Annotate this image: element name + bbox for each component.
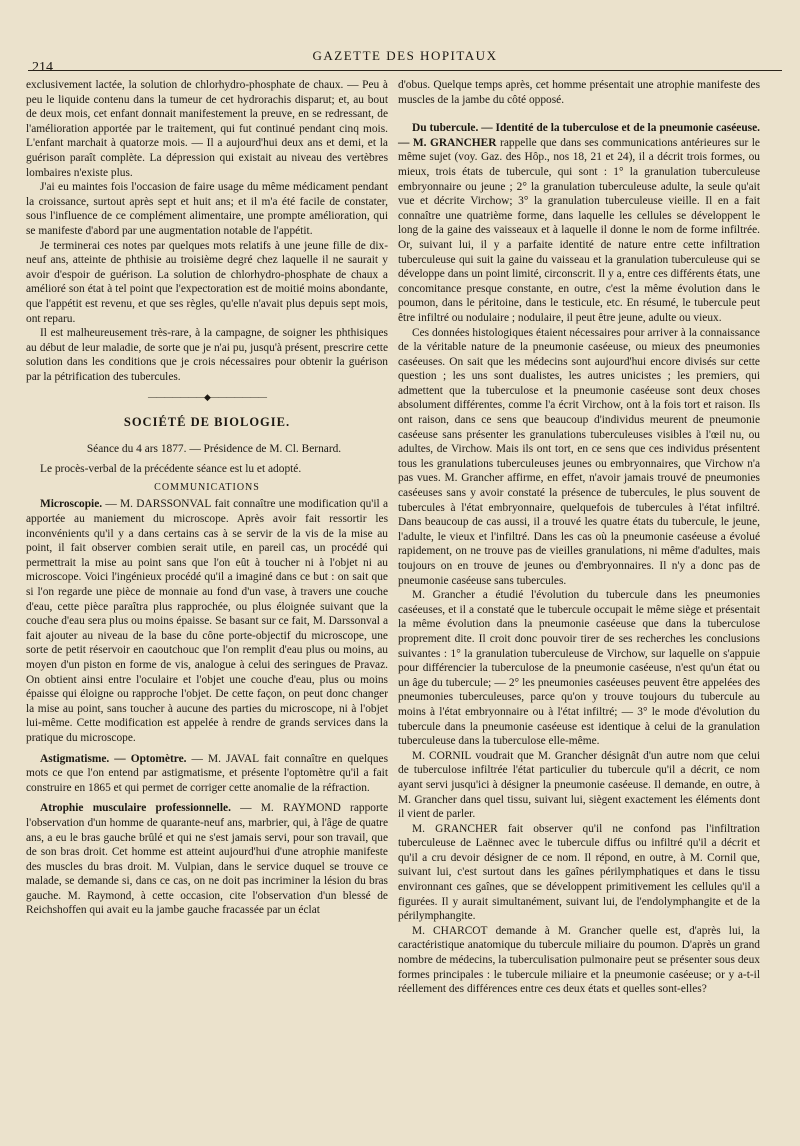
- ornament-divider: ———————◆———————: [148, 392, 266, 403]
- right-column: [398, 78, 760, 997]
- article-heading: Du tubercule. — Identité de la tuberculose et de la pneumonie caséeuse.: [412, 122, 760, 135]
- article-text: rapporte l'observation d'un homme de quarante-neuf ans, marbrier, qui, à l'âge de quatre ans, a eu le bras gauche brûlé et qui ne s'est jamais servi, pour son travail, que de son bras droit. Cet homme est atteint aujourd'hui d'une atrophie manifeste des muscles du bras droit. M. Vulpian, dans le service duquel se trouve ce malade, se demande si, dans ce cas, on ne doit pas incriminer la lésion du bras gauche. M. Raymond, à cette occasion, cite l'observation d'un blessé de Reichshoffen qui avait eu la jambe gauche fracassée par un éclat: [26, 802, 388, 917]
- section-title: SOCIÉTÉ DE BIOLOGIE.: [123, 415, 291, 430]
- journal-title: GAZETTE DES HOPITAUX: [312, 48, 498, 63]
- page-header: [28, 46, 782, 75]
- paragraph-charcot: [398, 924, 760, 997]
- paragraph: M. Grancher a étudié l'évolution du tubercule dans les pneumonies caséeuses, et il a constaté que le tubercule occupait le même siège et présentait la même évolution dans la pneumonie caséeuse que dans la tuberculose proprement dite. Il croit donc pouvoir tirer de ses recherches les conclusions suivantes : 1° la granulation tuberculeuse de Virchow, sur laquelle on s'appuie pour différencier la tuberculose de la pneumonie caséeuse, n'est qu'un état ou un âge du tubercule; — 2° les pneumonies caséeuses peuvent être appelées des pneumonies tuberculeuses, parce qu'on y trouve toujours du tubercule au moins à l'état embryonnaire ou à l'état infiltré; — 3° le mode d'évolution du tubercule dans la pneumonie caséeuse est identique à celui de la granulation tuberculeuse dans la tuberculose elle-même.: [398, 589, 760, 748]
- paragraph-cornil: [398, 749, 760, 822]
- author-name: M. JAVAL: [207, 752, 260, 765]
- article-atrophie: Atrophie musculaire professionnelle. — M. RAYMOND rapporte l'observation d'un homme de quarante-neuf ans, marbrier, qui, à l'âge de quatre ans, a eu le bras gauche brûlé et qui ne s'est jamais servi, pour son travail, que de son bras droit. Cet homme est atteint aujourd'hui d'une atrophie manifeste des muscles du bras droit. M. Vulpian, dans le service duquel se trouve ce malade, se demande si, dans ce cas, on ne doit pas incriminer la lésion du bras gauche. M. Raymond, à cette occasion, cite l'observation d'un blessé de Reichshoffen qui avait eu la jambe gauche fracassée par un éclat: [26, 802, 388, 917]
- author-name: M. RAYMOND: [260, 802, 341, 815]
- paragraph: Je terminerai ces notes par quelques mots relatifs à une jeune fille de dix-neuf ans, atteinte de phthisie au troisième degré chez laquelle il ne saurait y avoir d'espoir de guérison. La solution de chlorhydro-phosphate de chaux a amélioré son état à tel point que l'expectoration est de moitié moins abondante, que l'appétit est revenu, et que ses règles, qu'elle n'avait plus depuis sept mois, ont reparu.: [26, 239, 388, 325]
- article-text: fait connaître une modification qu'il a apportée au maniement du microscope. Après avoir fait ressortir les inconvénients qu'il y a dans certains cas à se servir de la vis de la mise au point, il fait observer combien serait utile, en pareil cas, un procédé qui permettrait la mise au point sans que l'on eût à toucher ni à l'objet ni au microscope. Voici l'ingénieux procédé qu'il a imaginé dans ce but : on sait que si l'on regarde une pièce de monnaie au fond d'un vase, à travers une couche d'eau, cette pièce paraîtra plus rapprochée, ou plus éloignée suivant que la couche d'eau sera plus ou moins épaisse. Se basant sur ce fait, M. Darssonval a fait ajouter au niveau de la base du cône porte-objectif du microscope, une sorte de petit réservoir en caoutchouc que l'on remplit d'eau plus ou moins, au moyen d'un piston en forme de vis, analogue à celui des seringues de Pravaz. On obtient ainsi entre l'oculaire et l'objet une couche d'eau, plus ou moins épaisse qui éloigne ou rapproche l'objet. De cette façon, on peut donc changer la mise au point, sans toucher à aucune des parties du microscope, ni à l'objet lui-même. Cette modification est appelée à rendre de grands services dans la pratique du microscope.: [26, 498, 388, 744]
- author-name: M. GRANCHER: [412, 136, 497, 149]
- article-heading: Astigmatisme. — Optomètre.: [40, 752, 187, 765]
- article-text: voudrait que M. Grancher désignât d'un autre nom que celui de tuberculose infiltrée l'état particulier du tubercule qu'il a décrit, ce nom ayant servi jusqu'ici à désigner la pneumonie caséeuse. Il demande, en outre, à M. Grancher dans quel tissu, suivant lui, siègent exactement les éléments dont il vient de parler.: [398, 749, 760, 821]
- paragraph-grancher: [398, 822, 760, 924]
- paragraph: Il est malheureusement très-rare, à la campagne, de soigner les phthisiques au début de leur maladie, de sorte que je n'ai pu, jusqu'à présent, prescrire cette solution dans les conditions que je crois nécessaires pour obtenir la guérison par la pétrification des tubercules.: [26, 327, 388, 383]
- session-line: Séance du 4 ars 1877. — Présidence de M. Cl. Bernard.: [86, 442, 342, 455]
- article-astigmatisme: Astigmatisme. — Optomètre. — M. JAVAL fait connaître en quelques mots ce que l'on entend par astigmatisme, et présente l'optomètre qu'il a fait construire en 1865 et qui permet de corriger cette anomalie de la réfraction.: [26, 752, 388, 794]
- minutes-line: Le procès-verbal de la précédente séance est lu et adopté.: [40, 463, 302, 476]
- left-column: [26, 78, 388, 918]
- article-text: fait connaître en quelques mots ce que l'on entend par astigmatisme, et présente l'optomètre qu'il a fait construire en 1865 et qui permet de corriger cette anomalie de la réfraction.: [26, 752, 388, 794]
- author-name: M. DARSSONVAL: [120, 498, 212, 511]
- paragraph: J'ai eu maintes fois l'occasion de faire usage du même médicament pendant la croissance, surtout après sept et huit ans; et il m'a été facile de constater, sous l'influence de ce complément alimentaire, une prompte amélioration, qui se manifeste d'abord par une augmentation notable de l'appétit.: [26, 181, 388, 237]
- article-text: rappelle que dans ses communications antérieures sur le même sujet (voy. Gaz. des Hôp., nos 18, 21 et 24), il a décrit trois formes, ou mieux, trois états de tubercule, qui sont : 1° la granulation tuberculeuse embryonnaire ou jeune ; 2° la granulation tuberculeuse adulte, la seule qu'ait vue et décrite Virchow; 3° la granulation tuberculeuse vieille. Il en a fait connaître une quatrième forme, dans laquelle les cellules se développent le long de la gaine des vaisseaux et à laquelle il donne le nom de forme infiltrée. Or, suivant lui, il y a parfaite identité de nature entre cette infiltration tuberculeuse qui suit la gaine du vaisseau et la granulation tuberculeuse qui se développe dans un point limité, circonscrit. Il y a, entre ces différents états, une concomitance presque constante, en outre, c'est la même évolution dans le poumon, dans le péritoine, dans le testicule, etc. En résumé, le tubercule peut être infiltré ou nodulaire ; nodulaire, il peut être jeune, adulte ou vieux.: [398, 136, 760, 324]
- author-name: M. GRANCHER: [412, 822, 498, 835]
- article-heading: Atrophie musculaire professionnelle.: [40, 802, 231, 815]
- paragraph: exclusivement lactée, la solution de chlorhydro-phosphate de chaux. — Peu à peu le liquide contenu dans la tumeur de cet hydrorachis disparut; et, au bout de deux mois, cet enfant donnait manifestement la preuve, en se redressant, de l'amélioration apportée par le traitement, qui fut continué pendant cinq mois. L'enfant marchait à quatorze mois. — Il a aujourd'hui deux ans et demi, et la guérison paraît complète. La dépression qui existait au niveau des vertèbres lombaires n'existe plus.: [26, 79, 388, 179]
- communications-heading: COMMUNICATIONS: [154, 481, 260, 493]
- author-name: M. CHARCOT: [412, 924, 488, 937]
- paragraph: Ces données histologiques étaient nécessaires pour arriver à la connaissance de la véritable nature de la pneumonie caséeuse, ou mieux des pneumonies caséeuses. On sait que les médecins sont aujourd'hui encore divisés sur cette question ; les uns sont dualistes, les autres unicistes ; les premiers, qui admettent que la tuberculose et la pneumonie caséeuse sont deux choses absolument différentes, comme l'a écrit Virchow, ont à la fois tort et raison. Ils ont raison, dans ce sens que beaucoup d'individus meurent de pneumonie caséeuse sans présenter les granulations tuberculeuses visibles à l'œil nu, ou adultes, de Virchow. Mais ils ont tort, en ce sens que ces individus présentent tous les granulations tuberculeuses jeunes ou embryonnaires, que Virchow n'a pas vues. M. Grancher affirme, en effet, n'avoir jamais trouvé de pneumonies caséeuses sans y avoir constaté la présence de tubercules, le plus souvent de tubercules à l'état embryonnaire, quelquefois de tubercules à l'état infiltré. Dans beaucoup de cas aussi, il a trouvé les quatre états du tubercule, le jeune, l'adulte, le vieux et l'infiltré. Dans les cas où la pneumonie caséeuse a évolué rapidement, on ne trouve pas de vieilles granulations, ni même d'adultes, mais toujours on en trouve de jeunes ou d'embryonnaires. Il n'y a donc pas de pneumonie caséeuse sans tubercules.: [398, 326, 760, 587]
- article-tubercule: Du tubercule. — Identité de la tuberculose et de la pneumonie caséeuse. — M. GRANCHER rappelle que dans ses communications antérieures sur le même sujet (voy. Gaz. des Hôp., nos 18, 21 et 24), il a décrit trois formes, ou mieux, trois états de tubercule, qui sont : 1° la granulation tuberculeuse embryonnaire ou jeune ; 2° la granulation tuberculeuse adulte, la seule qu'ait vue et décrite Virchow; 3° la granulation tuberculeuse vieille. Il en a fait connaître une quatrième forme, dans laquelle les cellules se développent le long de la gaine des vaisseaux et à laquelle il donne le nom de forme infiltrée. Or, suivant lui, il y a parfaite identité de nature entre cette infiltration tuberculeuse qui suit la gaine du vaisseau et la granulation tuberculeuse qui se développe dans un point limité, circonscrit. Il y a, entre ces différents états, une concomitance presque constante, en outre, c'est la même évolution dans le poumon, dans le péritoine, dans le testicule, etc. En résumé, le tubercule peut être infiltré ou nodulaire ; nodulaire, il peut être jeune, adulte ou vieux.: [398, 122, 760, 324]
- article-text: fait observer qu'il ne confond pas l'infiltration tuberculeuse de Laënnec avec le tubercule diffus ou infiltré qu'il a décrit et qu'il a cru devoir désigner de ce nom. Il répond, en outre, à M. Cornil que, suivant lui, c'est surtout dans les gaînes périlymphatiques et dans le tissu environnant ces gaînes, que se développent primitivement les cellules qu'il a figurées. Il y aurait simultanément, suivant lui, de l'endolymphangite et de la périlymphangite.: [398, 822, 760, 923]
- author-name: M. CORNIL: [412, 749, 472, 762]
- article-heading: Microscopie.: [40, 498, 103, 511]
- article-microscopie: Microscopie. — M. DARSSONVAL fait connaître une modification qu'il a apportée au maniement du microscope. Après avoir fait ressortir les inconvénients qu'il y a dans certains cas à se servir de la vis de la mise au point, il fait observer combien serait utile, en pareil cas, un procédé qui permettrait la mise au point sans que l'on eût à toucher ni à l'objet ni au microscope. Voici l'ingénieux procédé qu'il a imaginé dans ce but : on sait que si l'on regarde une pièce de monnaie au fond d'un vase, à travers une couche d'eau, cette pièce paraîtra plus rapprochée, ou plus éloignée suivant que la couche d'eau sera plus ou moins épaisse. Se basant sur ce fait, M. Darssonval a fait ajouter au niveau de la base du cône porte-objectif du microscope, une sorte de petit réservoir en caoutchouc que l'on remplit d'eau plus ou moins, au moyen d'un piston en forme de vis, analogue à celui des seringues de Pravaz. On obtient ainsi entre l'oculaire et l'objet une couche d'eau, plus ou moins épaisse qui éloigne ou rapproche l'objet. De cette façon, on peut donc changer la mise au point, sans toucher à aucune des parties du microscope, ni à l'objet lui-même. Cette modification est appelée à rendre de grands services dans la pratique du microscope.: [26, 498, 388, 744]
- header-rule: [28, 70, 782, 71]
- article-text: demande à M. Grancher quelle est, d'après lui, la caractéristique anatomique du tubercule miliaire du poumon. D'après un grand nombre de médecins, la tuberculisation pulmonaire peut se présenter sous deux formes principales : le tubercule miliaire et la pneumonie caséeuse; or y a-t-il réellement des différences entre ces deux états et quelles sont-elles?: [398, 924, 760, 996]
- paragraph: d'obus. Quelque temps après, cet homme présentait une atrophie manifeste des muscles de la jambe du côté opposé.: [398, 79, 760, 106]
- page-number: 214: [32, 60, 53, 75]
